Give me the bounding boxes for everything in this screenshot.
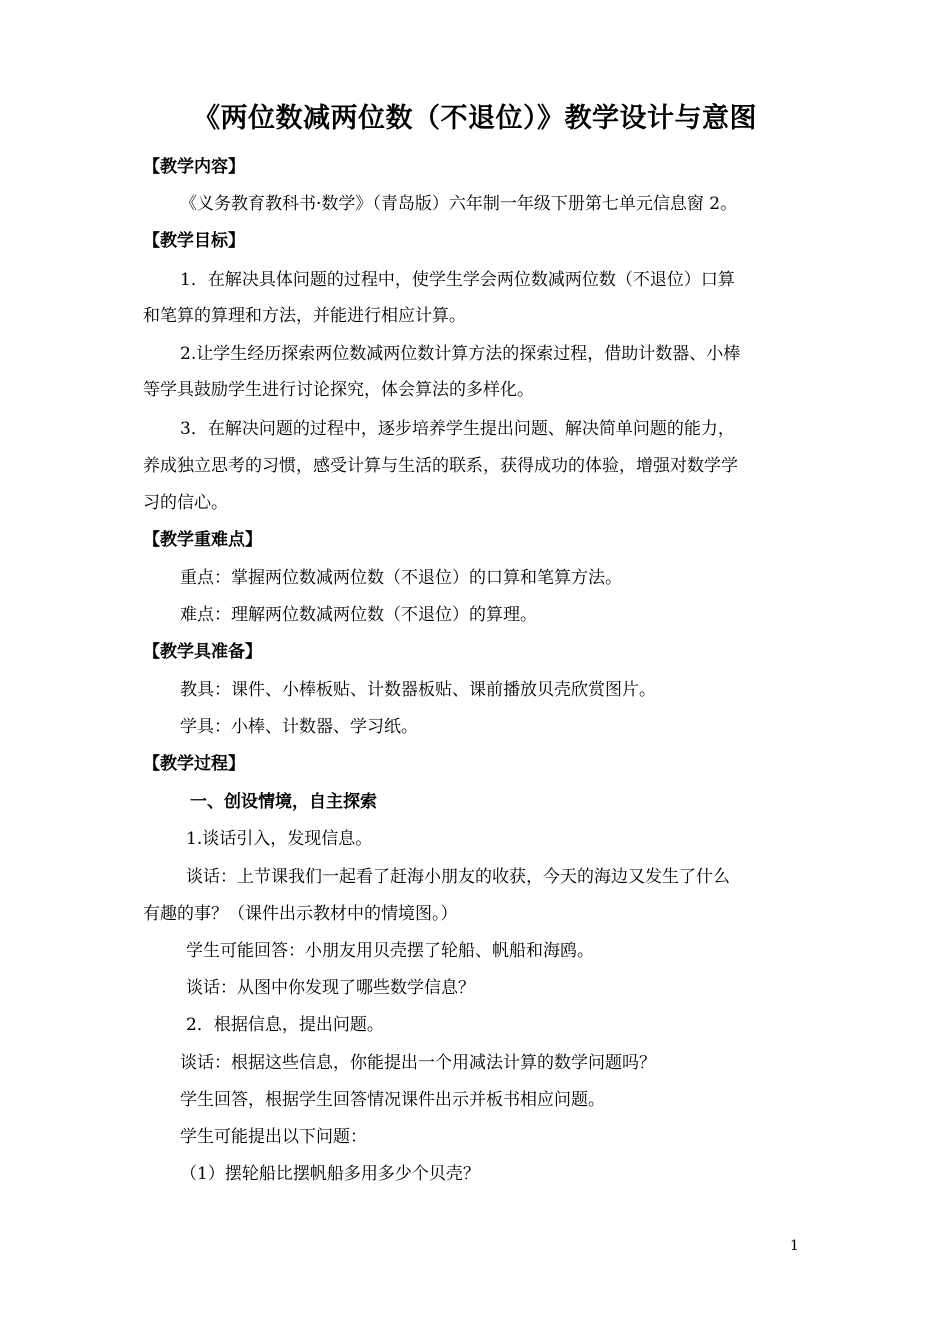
section-heading-key-points: 【教学重难点】 — [143, 530, 262, 550]
paragraph-line: 教具：课件、小棒板贴、计数器板贴、课前播放贝壳欣赏图片。 — [180, 680, 656, 700]
paragraph-line: 1.谈话引入，发现信息。 — [186, 829, 373, 849]
document-title: 《两位数减两位数（不退位）》教学设计与意图 — [193, 103, 757, 134]
paragraph-line: 2.让学生经历探索两位数减两位数计算方法的探索过程，借助计数器、小棒 — [180, 344, 741, 364]
paragraph-line: （1）摆轮船比摆帆船多用多少个贝壳？ — [180, 1164, 480, 1184]
paragraph-line: 学生可能回答：小朋友用贝壳摆了轮船、帆船和海鸥。 — [186, 941, 594, 961]
paragraph-line: 3．在解决问题的过程中，逐步培养学生提出问题、解决简单问题的能力， — [180, 419, 735, 439]
paragraph-line: 习的信心。 — [143, 493, 228, 513]
paragraph-line: 学生可能提出以下问题： — [180, 1127, 367, 1147]
paragraph-line: 重点：掌握两位数减两位数（不退位）的口算和笔算方法。 — [180, 568, 622, 588]
paragraph-line: 养成独立思考的习惯，感受计算与生活的联系，获得成功的体验，增强对数学学 — [143, 456, 738, 476]
paragraph-line: 《义务教育教科书·数学》（青岛版）六年制一年级下册第七单元信息窗 2。 — [180, 194, 738, 214]
paragraph-line: 谈话：根据这些信息，你能提出一个用减法计算的数学问题吗？ — [180, 1053, 656, 1073]
paragraph-line: 谈话：上节课我们一起看了赶海小朋友的收获，今天的海边又发生了什么 — [186, 867, 730, 887]
paragraph-line: 难点：理解两位数减两位数（不退位）的算理。 — [180, 605, 537, 625]
paragraph-line: 有趣的事？（课件出示教材中的情境图。） — [143, 904, 458, 924]
section-heading-process: 【教学过程】 — [143, 754, 245, 774]
paragraph-line: 2．根据信息，提出问题。 — [186, 1015, 384, 1035]
paragraph-line: 1．在解决具体问题的过程中，使学生学会两位数减两位数（不退位）口算 — [180, 270, 735, 290]
section-heading-objectives: 【教学目标】 — [143, 231, 245, 251]
section-heading-content: 【教学内容】 — [143, 157, 245, 177]
subsection-heading: 一、创设情境，自主探索 — [190, 792, 377, 812]
section-heading-materials: 【教学具准备】 — [143, 642, 262, 662]
page-number: 1 — [790, 1238, 799, 1254]
paragraph-line: 等学具鼓励学生进行讨论探究，体会算法的多样化。 — [143, 380, 534, 400]
paragraph-line: 学生回答，根据学生回答情况课件出示并板书相应问题。 — [180, 1090, 605, 1110]
paragraph-line: 和笔算的算理和方法，并能进行相应计算。 — [143, 306, 466, 326]
paragraph-line: 学具：小棒、计数器、学习纸。 — [180, 717, 418, 737]
paragraph-line: 谈话：从图中你发现了哪些数学信息？ — [186, 978, 475, 998]
